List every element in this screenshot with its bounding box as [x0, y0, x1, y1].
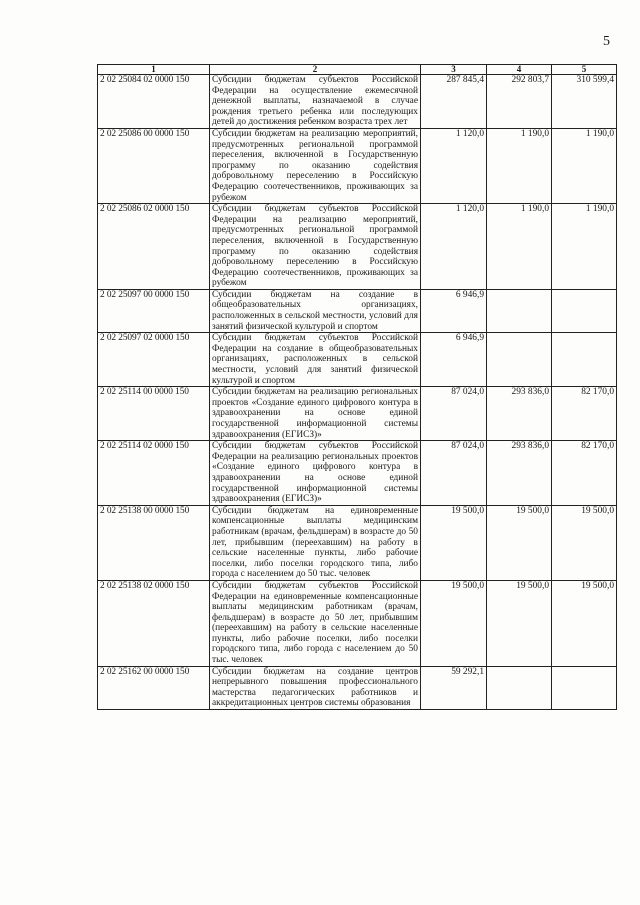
value-col-3: 87 024,0: [421, 441, 487, 506]
budget-code: 2 02 25084 02 0000 150: [98, 75, 210, 129]
budget-code: 2 02 25097 00 0000 150: [98, 289, 210, 332]
budget-code: 2 02 25086 00 0000 150: [98, 128, 210, 203]
value-col-5: 19 500,0: [552, 505, 617, 580]
header-col-2: 2: [210, 65, 421, 75]
value-col-3: 6 946,9: [421, 333, 487, 387]
value-col-4: 19 500,0: [487, 505, 552, 580]
table-row: [98, 289, 617, 332]
value-col-3: 19 500,0: [421, 505, 487, 580]
header-col-5: 5: [552, 65, 617, 75]
item-name: Субсидии бюджетам на единовременные компенсационные выплаты медицинским работникам (врачам, фельдшерам) в возрасте до 50 лет, прибывшим (переехавшим) на работу в сельские населенные пункты, либо рабочие поселки, либо поселки городского типа, либо города с населением до 50 тыс. человек: [210, 505, 421, 580]
header-col-4: 4: [487, 65, 552, 75]
item-name: Субсидии бюджетам субъектов Российской Федерации на единовременные компенсационные выплаты медицинским работникам (врачам, фельдшерам) в возрасте до 50 лет, прибывшим (переехавшим) на работу в сельские населенные пункты, либо рабочие поселки, либо поселки городского типа, либо города с населением до 50 тыс. человек: [210, 580, 421, 666]
table-row: [98, 505, 617, 580]
item-name: Субсидии бюджетам на реализацию мероприятий, предусмотренных региональной программой переселения, включенной в Государственную программу по оказанию содействия добровольному переселению в Российскую Федерацию соотечественников, проживающих за рубежом: [210, 128, 421, 203]
value-col-3: 287 845,4: [421, 75, 487, 129]
value-col-4: 292 803,7: [487, 75, 552, 129]
table-row: [98, 580, 617, 666]
value-col-3: 1 120,0: [421, 128, 487, 203]
value-col-4: [487, 289, 552, 332]
item-name: Субсидии бюджетам субъектов Российской Федерации на осуществление ежемесячной денежной выплаты, назначаемой в случае рождения третьего ребенка или последующих детей до достижения ребенком возраста трех лет: [210, 75, 421, 129]
value-col-4: 19 500,0: [487, 580, 552, 666]
item-name: Субсидии бюджетам на создание центров непрерывного повышения профессионального мастерства педагогических работников и аккредитационных центров системы образования: [210, 666, 421, 709]
item-name: Субсидии бюджетам субъектов Российской Федерации на реализацию региональных проектов «Создание единого цифрового контура в здравоохранении на основе единой государственной информационной системы здравоохранения (ЕГИСЗ)»: [210, 441, 421, 506]
budget-table: [97, 64, 617, 710]
value-col-4: 1 190,0: [487, 128, 552, 203]
table-row: [98, 128, 617, 203]
budget-code: 2 02 25114 02 0000 150: [98, 441, 210, 506]
item-name: Субсидии бюджетам на создание в общеобразовательных организациях, расположенных в сельской местности, условий для занятий физической культурой и спортом: [210, 289, 421, 332]
item-name: Субсидии бюджетам на реализацию региональных проектов «Создание единого цифрового контура в здравоохранении на основе единой государственной информационной системы здравоохранения (ЕГИСЗ)»: [210, 387, 421, 441]
value-col-3: 87 024,0: [421, 387, 487, 441]
table-row: [98, 333, 617, 387]
value-col-3: 6 946,9: [421, 289, 487, 332]
value-col-5: [552, 666, 617, 709]
budget-code: 2 02 25086 02 0000 150: [98, 204, 210, 290]
value-col-5: 19 500,0: [552, 580, 617, 666]
header-col-3: 3: [421, 65, 487, 75]
table-row: [98, 387, 617, 441]
value-col-5: 82 170,0: [552, 441, 617, 506]
budget-code: 2 02 25138 00 0000 150: [98, 505, 210, 580]
page-number: 5: [603, 34, 610, 49]
value-col-3: 59 292,1: [421, 666, 487, 709]
value-col-5: 1 190,0: [552, 204, 617, 290]
table-row: [98, 204, 617, 290]
item-name: Субсидии бюджетам субъектов Российской Федерации на реализацию мероприятий, предусмотренных региональной программой переселения, включенной в Государственную программу по оказанию содействия добровольному переселению в Российскую Федерацию соотечественников, проживающих за рубежом: [210, 204, 421, 290]
table-row: [98, 666, 617, 709]
value-col-5: [552, 289, 617, 332]
budget-code: 2 02 25138 02 0000 150: [98, 580, 210, 666]
value-col-3: 19 500,0: [421, 580, 487, 666]
item-name: Субсидии бюджетам субъектов Российской Федерации на создание в общеобразовательных организациях, расположенных в сельской местности, условий для занятий физической культурой и спортом: [210, 333, 421, 387]
budget-code: 2 02 25162 00 0000 150: [98, 666, 210, 709]
value-col-5: 310 599,4: [552, 75, 617, 129]
value-col-5: 1 190,0: [552, 128, 617, 203]
value-col-5: [552, 333, 617, 387]
value-col-4: 1 190,0: [487, 204, 552, 290]
table-row: [98, 75, 617, 129]
value-col-5: 82 170,0: [552, 387, 617, 441]
budget-code: 2 02 25097 02 0000 150: [98, 333, 210, 387]
value-col-4: 293 836,0: [487, 441, 552, 506]
value-col-4: [487, 666, 552, 709]
value-col-4: 293 836,0: [487, 387, 552, 441]
header-col-1: 1: [98, 65, 210, 75]
budget-code: 2 02 25114 00 0000 150: [98, 387, 210, 441]
table-header-row: [98, 65, 617, 75]
value-col-4: [487, 333, 552, 387]
table-row: [98, 441, 617, 506]
value-col-3: 1 120,0: [421, 204, 487, 290]
